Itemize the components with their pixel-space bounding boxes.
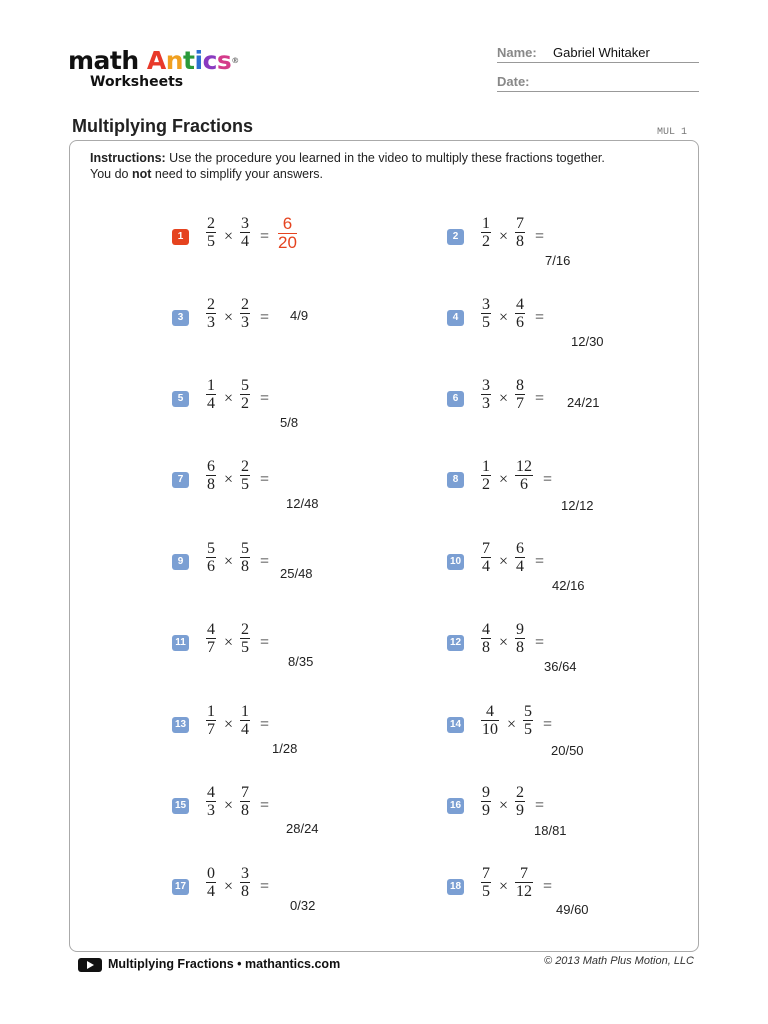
denominator: 8 (241, 883, 249, 900)
denominator: 8 (241, 558, 249, 575)
equals-sign: = (535, 390, 545, 407)
denominator: 8 (207, 476, 215, 493)
numerator: 6 (516, 540, 524, 557)
fraction (240, 784, 250, 819)
problem-2 (447, 215, 687, 268)
problem-number-badge: 14 (447, 717, 464, 733)
instructions-line2-post: need to simplify your answers. (151, 167, 323, 181)
times-sign: × (499, 797, 509, 814)
numerator: 4 (486, 703, 494, 720)
fraction (206, 540, 216, 575)
instructions-line2-pre: You do (90, 167, 132, 181)
answer-text[interactable]: 25/48 (280, 566, 313, 581)
numerator: 4 (482, 621, 490, 638)
fraction (206, 377, 216, 412)
numerator: 1 (241, 703, 249, 720)
fraction (523, 703, 533, 738)
problem-1 (172, 215, 412, 259)
times-sign: × (224, 716, 234, 733)
problem-number-badge: 12 (447, 635, 464, 651)
logo-wordmark: math Antics® (68, 46, 239, 75)
denominator: 4 (207, 395, 215, 412)
problem-11 (172, 621, 412, 669)
fraction (515, 621, 525, 656)
problem-4 (447, 296, 687, 349)
answer-text[interactable]: 0/32 (290, 898, 316, 913)
play-icon (78, 958, 102, 972)
fraction (515, 865, 533, 900)
denominator: 10 (482, 721, 498, 738)
problem-7 (172, 458, 412, 511)
times-sign: × (224, 471, 234, 488)
equals-sign: = (260, 390, 270, 407)
times-sign: × (224, 634, 234, 651)
answer-text[interactable]: 24/21 (567, 395, 600, 410)
numerator: 12 (516, 458, 532, 475)
equals-sign: = (535, 553, 545, 570)
numerator: 2 (207, 215, 215, 232)
fraction (240, 458, 250, 493)
denominator: 8 (482, 639, 490, 656)
equals-sign: = (260, 797, 270, 814)
denominator: 4 (241, 721, 249, 738)
numerator: 3 (482, 377, 490, 394)
problem-8 (447, 458, 687, 513)
times-sign: × (499, 228, 509, 245)
denominator: 5 (241, 639, 249, 656)
problem-number-badge: 5 (172, 391, 189, 407)
denominator: 4 (482, 558, 490, 575)
times-sign: × (224, 797, 234, 814)
equals-sign: = (260, 228, 270, 245)
fraction (481, 458, 491, 493)
numerator: 5 (524, 703, 532, 720)
equals-sign: = (260, 878, 270, 895)
fraction (481, 540, 491, 575)
times-sign: × (224, 553, 234, 570)
numerator: 8 (516, 377, 524, 394)
answer-text[interactable]: 1/28 (272, 741, 298, 756)
problem-17 (172, 865, 412, 913)
problem-14 (447, 703, 687, 758)
equals-sign: = (260, 471, 270, 488)
denominator: 4 (207, 883, 215, 900)
denominator: 12 (516, 883, 532, 900)
times-sign: × (499, 878, 509, 895)
numerator: 7 (241, 784, 249, 801)
numerator: 2 (241, 458, 249, 475)
denominator: 5 (482, 883, 490, 900)
denominator: 6 (207, 558, 215, 575)
footer-text: Multiplying Fractions • mathantics.com (108, 957, 341, 971)
fraction (515, 540, 525, 575)
problem-number-badge: 15 (172, 798, 189, 814)
worksheet-code: MUL 1 (657, 127, 688, 138)
problem-number-badge: 13 (172, 717, 189, 733)
answer-text[interactable]: 12/30 (571, 334, 604, 349)
times-sign: × (499, 471, 509, 488)
fraction (515, 784, 525, 819)
problem-number-badge: 1 (172, 229, 189, 245)
fraction (481, 296, 491, 331)
fraction (240, 296, 250, 331)
equals-sign: = (260, 716, 270, 733)
fraction (240, 703, 250, 738)
answer-denominator: 20 (278, 233, 297, 252)
denominator: 5 (241, 476, 249, 493)
fraction (481, 215, 491, 250)
numerator: 4 (207, 621, 215, 638)
problem-number-badge: 2 (447, 229, 464, 245)
fraction (240, 215, 250, 250)
times-sign: × (507, 716, 517, 733)
problem-number-badge: 4 (447, 310, 464, 326)
fraction (206, 784, 216, 819)
numerator: 6 (207, 458, 215, 475)
fraction (206, 215, 216, 250)
name-label: Name: (497, 45, 537, 60)
instructions-line1: Use the procedure you learned in the video to multiply these fractions together. (165, 151, 605, 165)
instructions-line2-bold: not (131, 167, 152, 181)
answer-text[interactable]: 4/9 (290, 308, 309, 323)
answer-text[interactable]: 36/64 (544, 659, 577, 674)
equals-sign: = (535, 309, 545, 326)
fraction (515, 215, 525, 250)
name-field[interactable] (497, 42, 699, 63)
numerator: 9 (482, 784, 490, 801)
numerator: 2 (241, 296, 249, 313)
times-sign: × (499, 634, 509, 651)
times-sign: × (499, 553, 509, 570)
fraction (206, 296, 216, 331)
answer-text[interactable]: 7/16 (545, 253, 571, 268)
answer-text[interactable]: 8/35 (288, 654, 314, 669)
page-title: Multiplying Fractions (72, 116, 254, 136)
equals-sign: = (535, 634, 545, 651)
denominator: 2 (482, 476, 490, 493)
times-sign: × (499, 309, 509, 326)
problem-16 (447, 784, 687, 838)
denominator: 4 (241, 233, 249, 250)
problem-number-badge: 17 (172, 879, 189, 895)
answer-text[interactable]: 12/12 (561, 498, 594, 513)
denominator: 6 (515, 475, 533, 493)
problem-9 (172, 540, 412, 584)
problem-13 (172, 703, 412, 756)
fraction (240, 865, 250, 900)
problem-number-badge: 3 (172, 310, 189, 326)
denominator: 6 (516, 314, 524, 331)
numerator: 1 (207, 703, 215, 720)
numerator: 7 (520, 865, 528, 882)
denominator: 8 (241, 802, 249, 819)
problem-12 (447, 621, 687, 674)
fraction (206, 458, 216, 493)
denominator: 2 (241, 395, 249, 412)
times-sign: × (224, 309, 234, 326)
answer-text[interactable]: 12/48 (286, 496, 319, 511)
fraction (240, 377, 250, 412)
name-value: Gabriel Whitaker (553, 45, 650, 60)
denominator: 8 (516, 233, 524, 250)
problem-18 (447, 865, 687, 917)
numerator: 4 (516, 296, 524, 313)
equals-sign: = (260, 309, 270, 326)
numerator: 9 (516, 621, 524, 638)
numerator: 7 (516, 215, 524, 232)
date-field[interactable] (497, 71, 699, 92)
denominator: 7 (516, 395, 524, 412)
fraction (481, 703, 499, 738)
answer-numerator: 6 (282, 214, 293, 233)
fraction (481, 865, 491, 900)
fraction (206, 703, 216, 738)
problem-number-badge: 18 (447, 879, 464, 895)
numerator: 7 (482, 865, 490, 882)
numerator: 0 (207, 865, 215, 882)
denominator: 3 (241, 314, 249, 331)
equals-sign: = (260, 553, 270, 570)
answer-text[interactable]: 5/8 (280, 415, 299, 430)
answer-fraction (278, 215, 297, 252)
numerator: 1 (207, 377, 215, 394)
problem-number-badge: 7 (172, 472, 189, 488)
equals-sign: = (535, 797, 545, 814)
fraction (206, 621, 216, 656)
numerator: 4 (207, 784, 215, 801)
numerator: 3 (241, 865, 249, 882)
equals-sign: = (543, 716, 553, 733)
problem-6 (447, 377, 687, 421)
denominator: 3 (482, 395, 490, 412)
fraction (481, 784, 491, 819)
denominator: 7 (207, 639, 215, 656)
fraction (240, 621, 250, 656)
logo-subtitle: Worksheets (90, 74, 184, 90)
problem-5 (172, 377, 412, 430)
numerator: 5 (241, 540, 249, 557)
numerator: 2 (207, 296, 215, 313)
denominator: 9 (482, 802, 490, 819)
denominator: 5 (524, 721, 532, 738)
answer-text[interactable]: 42/16 (552, 578, 585, 593)
answer-text[interactable]: 49/60 (556, 902, 589, 917)
numerator: 2 (241, 621, 249, 638)
problem-number-badge: 10 (447, 554, 464, 570)
numerator: 5 (207, 540, 215, 557)
numerator: 2 (516, 784, 524, 801)
times-sign: × (224, 878, 234, 895)
denominator: 9 (516, 802, 524, 819)
denominator: 5 (482, 314, 490, 331)
problem-10 (447, 540, 687, 593)
answer-text[interactable]: 28/24 (286, 821, 319, 836)
problem-number-badge: 6 (447, 391, 464, 407)
fraction (515, 296, 525, 331)
problem-number-badge: 11 (172, 635, 189, 651)
denominator: 7 (207, 721, 215, 738)
numerator: 7 (482, 540, 490, 557)
equals-sign: = (535, 228, 545, 245)
equals-sign: = (543, 878, 553, 895)
numerator: 3 (241, 215, 249, 232)
times-sign: × (224, 390, 234, 407)
date-label: Date: (497, 74, 530, 89)
denominator: 4 (516, 558, 524, 575)
fraction (206, 865, 216, 900)
denominator: 2 (482, 233, 490, 250)
denominator: 3 (207, 802, 215, 819)
problem-number-badge: 9 (172, 554, 189, 570)
problem-number-badge: 16 (447, 798, 464, 814)
problem-3 (172, 296, 412, 340)
numerator: 3 (482, 296, 490, 313)
equals-sign: = (543, 471, 553, 488)
instructions-label: Instructions: (90, 151, 166, 165)
fraction (240, 540, 250, 575)
numerator: 5 (241, 377, 249, 394)
equals-sign: = (260, 634, 270, 651)
instructions (90, 150, 680, 182)
numerator: 1 (482, 215, 490, 232)
times-sign: × (499, 390, 509, 407)
fraction (481, 621, 491, 656)
answer-text[interactable]: 20/50 (551, 743, 584, 758)
answer-text[interactable]: 18/81 (534, 823, 567, 838)
fraction (515, 458, 533, 493)
numerator: 1 (482, 458, 490, 475)
denominator: 5 (207, 233, 215, 250)
problem-15 (172, 784, 412, 836)
times-sign: × (224, 228, 234, 245)
math-antics-logo (68, 46, 239, 90)
fraction (481, 377, 491, 412)
denominator: 3 (207, 314, 215, 331)
fraction (515, 377, 525, 412)
denominator: 8 (516, 639, 524, 656)
problem-number-badge: 8 (447, 472, 464, 488)
copyright: © 2013 Math Plus Motion, LLC (544, 955, 694, 967)
